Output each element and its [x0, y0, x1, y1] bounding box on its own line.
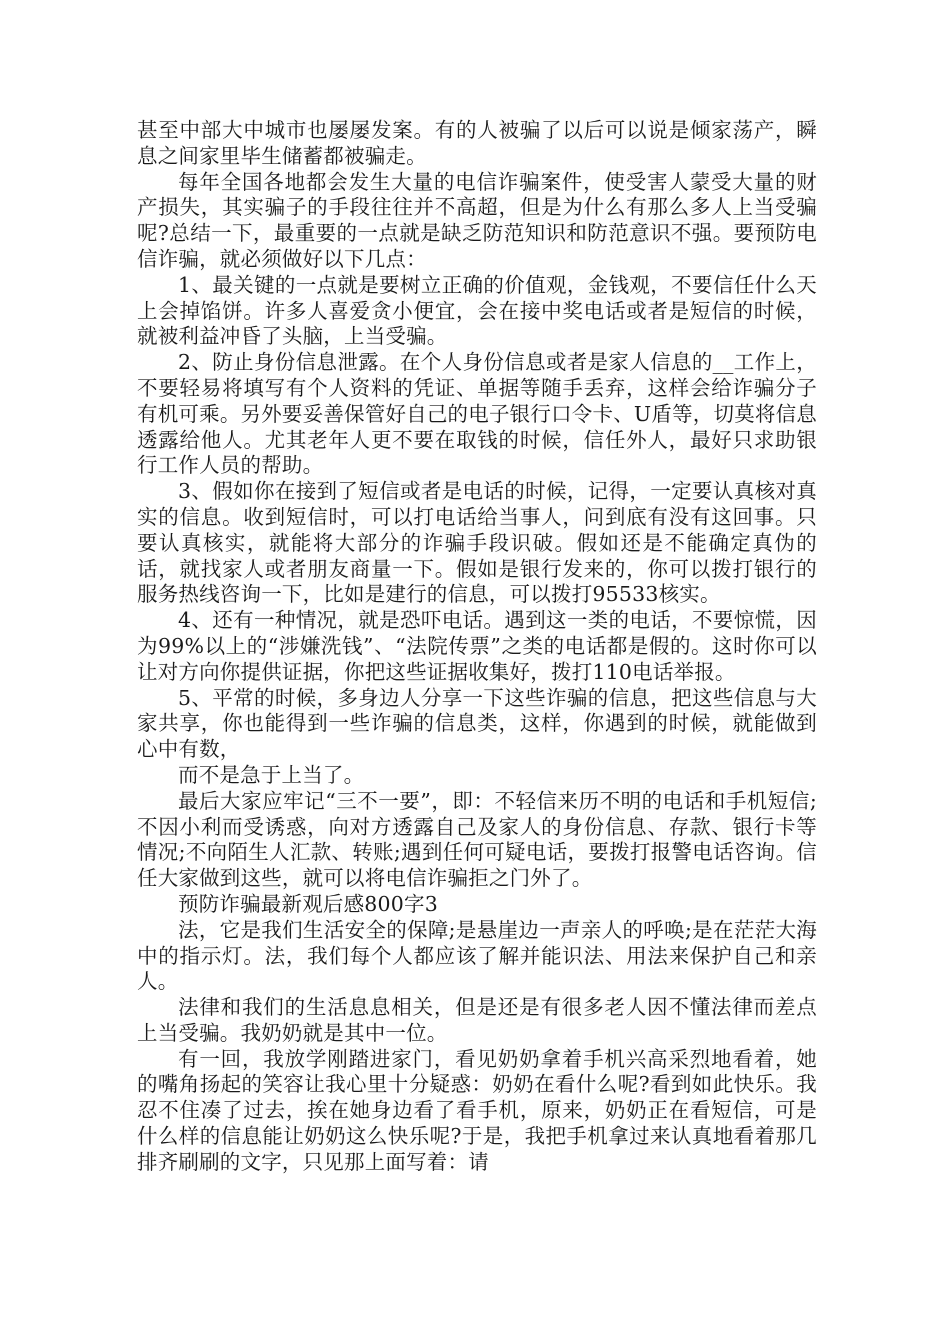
paragraph-7: 5、平常的时候，多身边人分享一下这些诈骗的信息，把这些信息与大家共享，你也能得到一些诈骗的信息类，这样，你遇到的时候，就能做到心中有数，	[137, 685, 817, 762]
paragraph-4: 2、防止身份信息泄露。在个人身份信息或者是家人信息的__工作上，不要轻易将填写有个人资料的凭证、单据等随手丢弃，这样会给诈骗分子有机可乘。另外要妥善保管好自己的电子银行口令卡、U盾等，切莫将信息透露给他人。尤其老年人更不要在取钱的时候，信任外人，最好只求助银行工作人员的帮助。	[137, 350, 817, 478]
paragraph-2: 每年全国各地都会发生大量的电信诈骗案件，使受害人蒙受大量的财产损失，其实骗子的手段往往并不高超，但是为什么有那么多人上当受骗呢?总结一下，最重要的一点就是缺乏防范知识和防范意识不强。要预防电信诈骗，就必须做好以下几点：	[137, 169, 817, 271]
section-heading: 预防诈骗最新观后感800字3	[178, 891, 438, 916]
paragraph-3: 1、最关键的一点就是要树立正确的价值观，金钱观，不要信任什么天上会掉馅饼。许多人喜爱贪小便宜，会在接中奖电话或者是短信的时候，就被利益冲昏了头脑，上当受骗。	[137, 272, 817, 349]
paragraph-11: 法，它是我们生活安全的保障;是悬崖边一声亲人的呼唤;是在茫茫大海中的指示灯。法，我们每个人都应该了解并能识法、用法来保护自己和亲人。	[137, 917, 817, 994]
paragraph-6: 4、还有一种情况，就是恐吓电话。遇到这一类的电话，不要惊慌，因为99%以上的“涉嫌洗钱”、“法院传票”之类的电话都是假的。这时你可以让对方向你提供证据，你把这些证据收集好，拨打110电话举报。	[137, 608, 817, 684]
paragraph-13: 有一回，我放学刚踏进家门，看见奶奶拿着手机兴高采烈地看着，她的嘴角扬起的笑容让我心里十分疑惑：奶奶在看什么呢?看到如此快乐。我忍不住凑了过去，挨在她身边看了看手机，原来，奶奶正在看短信，可是什么样的信息能让奶奶这么快乐呢?于是，我把手机拿过来认真地看着那几排齐刷刷的文字，只见那上面写着：请	[137, 1046, 817, 1174]
paragraph-9: 最后大家应牢记“三不一要”，即：不轻信来历不明的电话和手机短信;不因小利而受诱惑，向对方透露自己及家人的身份信息、存款、银行卡等情况;不向陌生人汇款、转账;遇到任何可疑电话，要拨打报警电话咨询。信任大家做到这些，就可以将电信诈骗拒之门外了。	[137, 788, 817, 891]
paragraph-12: 法律和我们的生活息息相关，但是还是有很多老人因不懂法律而差点上当受骗。我奶奶就是其中一位。	[137, 995, 817, 1045]
paragraph-8: 而不是急于上当了。	[178, 762, 365, 787]
paragraph-5: 3、假如你在接到了短信或者是电话的时候，记得，一定要认真核对真实的信息。收到短信时，可以打电话给当事人，问到底有没有这回事。只要认真核实，就能将大部分的诈骗手段识破。假如还是不能确定真伪的话，就找家人或者朋友商量一下。假如是银行发来的，你可以拨打银行的服务热线咨询一下，比如是建行的信息，可以拨打95533核实。	[137, 479, 817, 607]
document-body	[137, 118, 817, 1176]
paragraph-1: 甚至中部大中城市也屡屡发案。有的人被骗了以后可以说是倾家荡产，瞬息之间家里毕生储蓄都被骗走。	[137, 118, 817, 168]
